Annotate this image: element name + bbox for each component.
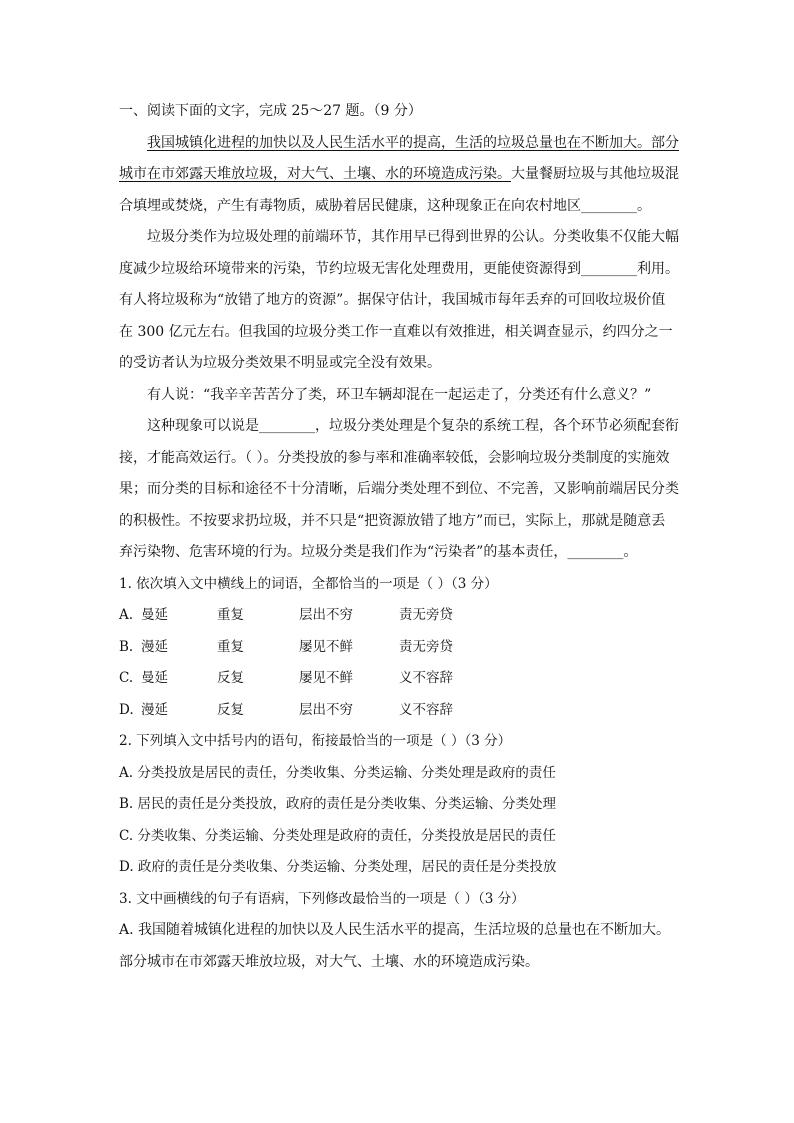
option-w4: 责无旁贷 (399, 638, 453, 655)
option-w2: 反复 (217, 670, 244, 686)
option-w2: 重复 (217, 607, 244, 623)
option-w4: 责无旁贷 (399, 607, 453, 623)
section-heading: 一、阅读下面的文字，完成 25～27 题。（9 分） (119, 103, 422, 119)
question-3-option-a: A. 我国随着城镇化进程的加快以及人民生活水平的提高，生活垃圾的总量也在不断加大。部分城市在市郊露天堆放垃圾，对大气、土壤、水的环境造成污染。 (119, 922, 671, 970)
question-1-options (119, 600, 679, 726)
question-2-stem: 2. 下列填入文中括号内的语句，衔接最恰当的一项是（ ）（3 分） (119, 733, 512, 749)
option-w1: 漫延 (141, 638, 168, 655)
option-w2: 反复 (217, 701, 244, 718)
option-label: C. (119, 670, 134, 686)
passage-paragraph-3: 有人说：“我辛辛苦苦分了类，环卫车辆却混在一起运走了，分类还有什么意义？” (147, 386, 652, 403)
option-w1: 曼延 (141, 670, 168, 686)
passage-paragraph-1-rest: 大量餐厨垃圾与其他垃圾混合填埋或焚烧，产生有毒物质，威胁着居民健康，这种现象正在向农村地区________。 (119, 166, 679, 214)
option-w4: 义不容辞 (399, 670, 453, 686)
option-w1: 漫延 (141, 701, 168, 718)
option-w4: 义不容辞 (399, 701, 453, 718)
question-2-option-c: C. 分类收集、分类运输、分类处理是政府的责任，分类投放是居民的责任 (119, 827, 556, 844)
question-2-option-b: B. 居民的责任是分类投放，政府的责任是分类收集、分类运输、分类处理 (119, 796, 557, 812)
question-1-option-row (119, 632, 679, 664)
option-w1: 曼延 (141, 607, 168, 623)
option-w2: 重复 (217, 638, 244, 655)
question-1-option-row (119, 600, 679, 632)
option-w3: 屡见不鲜 (299, 638, 353, 655)
document-page (119, 96, 679, 978)
question-1-option-row (119, 695, 679, 727)
passage-paragraph-4: 这种现象可以说是________，垃圾分类处理是个复杂的系统工程，各个环节必须配套衔接，才能高效运行。（ ）。分类投放的参与率和准确率较低，会影响垃圾分类制度的实施效果；而分类的目标和途径不十分清晰，后端分类处理不到位、不完善，又影响前端居民分类的积极性。不按要求扔垃圾，并不只是“把资源放错了地方”而已，实际上，那就是随意丢弃污染物、危害环境的行为。垃圾分类是我们作为“污染者”的基本责任，________。 (119, 418, 679, 560)
passage-paragraph-2: 垃圾分类作为垃圾处理的前端环节，其作用早已得到世界的公认。分类收集不仅能大幅度减少垃圾给环境带来的污染，节约垃圾无害化处理费用，更能使资源得到________利用。有人将垃圾称为“放错了地方的资源”。据保守估计，我国城市每年丢弃的可回收垃圾价值在 300 亿元左右。但我国的垃圾分类工作一直难以有效推进，相关调查显示，约四分之一的受访者认为垃圾分类效果不明显或完全没有效果。 (119, 229, 679, 371)
option-w3: 层出不穷 (299, 607, 353, 623)
option-label: B. (119, 638, 134, 655)
question-2-option-d: D. 政府的责任是分类收集、分类运输、分类处理，居民的责任是分类投放 (119, 859, 557, 875)
option-w3: 屡见不鲜 (299, 670, 353, 686)
question-1-stem: 1. 依次填入文中横线上的词语，全都恰当的一项是（ ）（3 分） (119, 575, 498, 592)
question-1-option-row (119, 663, 679, 695)
option-label: D. (119, 701, 134, 718)
option-label: A. (119, 607, 134, 623)
option-w3: 层出不穷 (299, 701, 353, 718)
underlined-sentence: 我国城镇化进程的加快以及人民生活水平的提高，生活的垃圾总量也在不断加大。部分城市在市郊露天堆放垃圾，对大气、土壤、水的环境造成污染。 (119, 134, 679, 182)
passage-paragraph-1 (119, 128, 679, 223)
question-2-option-a: A. 分类投放是居民的责任，分类收集、分类运输、分类处理是政府的责任 (119, 764, 556, 781)
question-3-stem: 3. 文中画横线的句子有语病，下列修改最恰当的一项是（ ）（3 分） (119, 890, 525, 907)
